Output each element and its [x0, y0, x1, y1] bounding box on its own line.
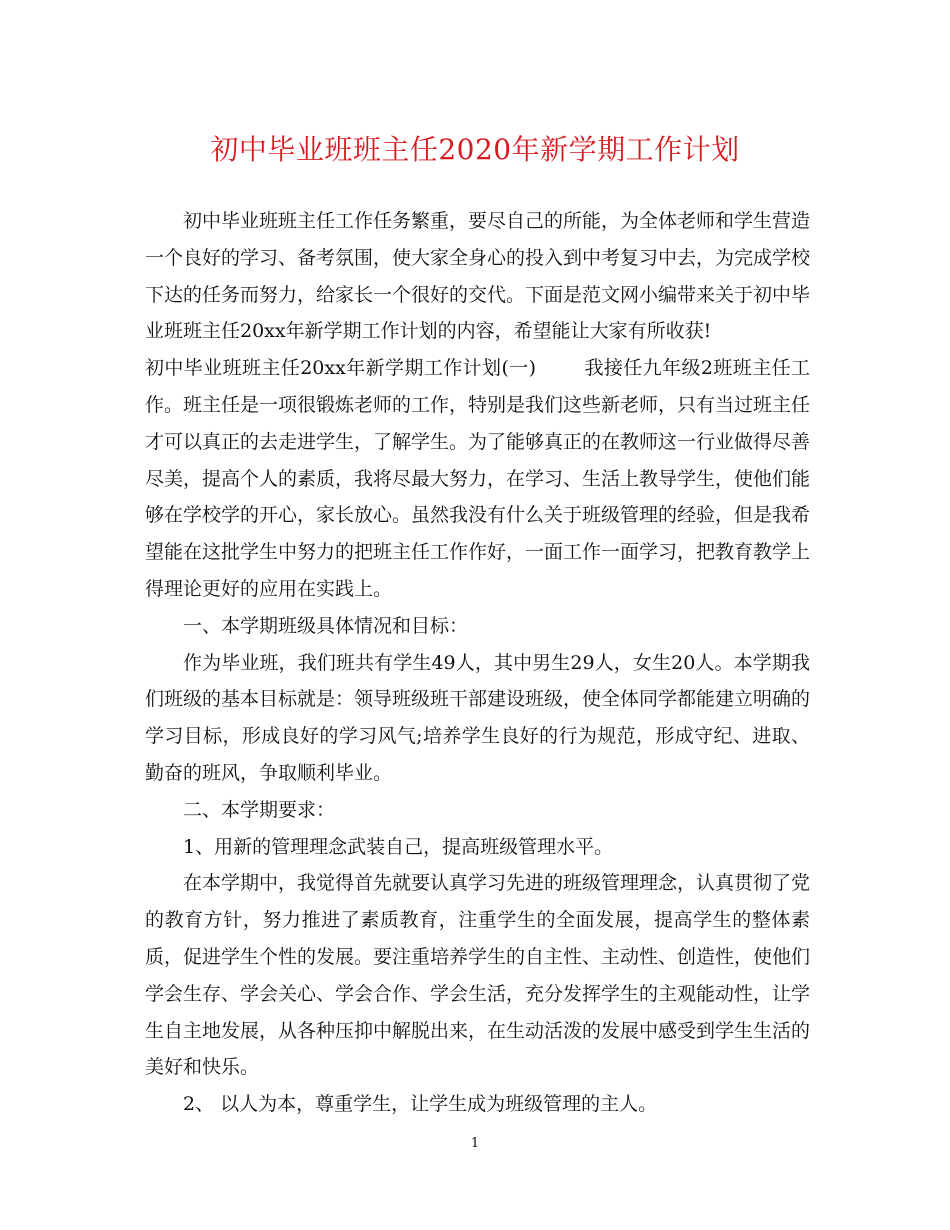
document-title: 初中毕业班班主任2020年新学期工作计划	[210, 133, 740, 166]
requirement-1-paragraph: 在本学期中，我觉得首先就要认真学习先进的班级管理理念，认真贯彻了党的教育方针，努力推进了素质教育，注重学生的全面发展，提高学生的整体素质，促进学生个性的发展。要注重培养学生的自主性、主动性、创造性，使他们学会生存、学会关心、学会合作、学会生活，充分发挥学生的主观能动性，让学生自主地发展，从各种压抑中解脱出来，在生动活泼的发展中感受到学生生活的美好和快乐。	[145, 872, 811, 1079]
section-heading-1: 一、本学期班级具体情况和目标：	[183, 614, 469, 637]
plan-subtitle: 初中毕业班班主任20xx年新学期工作计划(一)	[145, 357, 537, 380]
plan-body-text: 我接任九年级2班班主任工作。班主任是一项很锻炼老师的工作，特别是我们这些新老师，只有当过班主任才可以真正的去走进学生，了解学生。为了能够真正的在教师这一行业做得尽善尽美，提高个人的素质，我将尽最大努力，在学习、生活上教导学生，使他们能够在学校学的开心，家长放心。虽然我没有什么关于班级管理的经验，但是我希望能在这批学生中努力的把班主任工作作好，一面工作一面学习，把教育教学上得理论更好的应用在实践上。	[145, 357, 811, 600]
requirement-item-2: 2、 以人为本，尊重学生，让学生成为班级管理的主人。	[183, 1093, 658, 1116]
page-number: 1	[470, 1136, 480, 1151]
section-heading-2: 二、本学期要求：	[183, 798, 336, 821]
intro-paragraph: 初中毕业班班主任工作任务繁重，要尽自己的所能，为全体老师和学生营造一个良好的学习、备考氛围，使大家全身心的投入到中考复习中去，为完成学校下达的任务而努力，给家长一个很好的交代。下面是范文网小编带来关于初中毕业班班主任20xx年新学期工作计划的内容，希望能让大家有所收获!	[145, 210, 811, 343]
section-1-paragraph: 作为毕业班，我们班共有学生49人，其中男生29人，女生20人。本学期我们班级的基本目标就是：领导班级班干部建设班级，使全体同学都能建立明确的学习目标，形成良好的学习风气;培养学生良好的行为规范，形成守纪、进取、勤奋的班风，争取顺利毕业。	[145, 651, 811, 784]
requirement-item-1: 1、用新的管理理念武装自己，提高班级管理水平。	[183, 835, 614, 858]
document-body	[145, 203, 810, 1123]
plan-heading-paragraph	[145, 350, 810, 608]
